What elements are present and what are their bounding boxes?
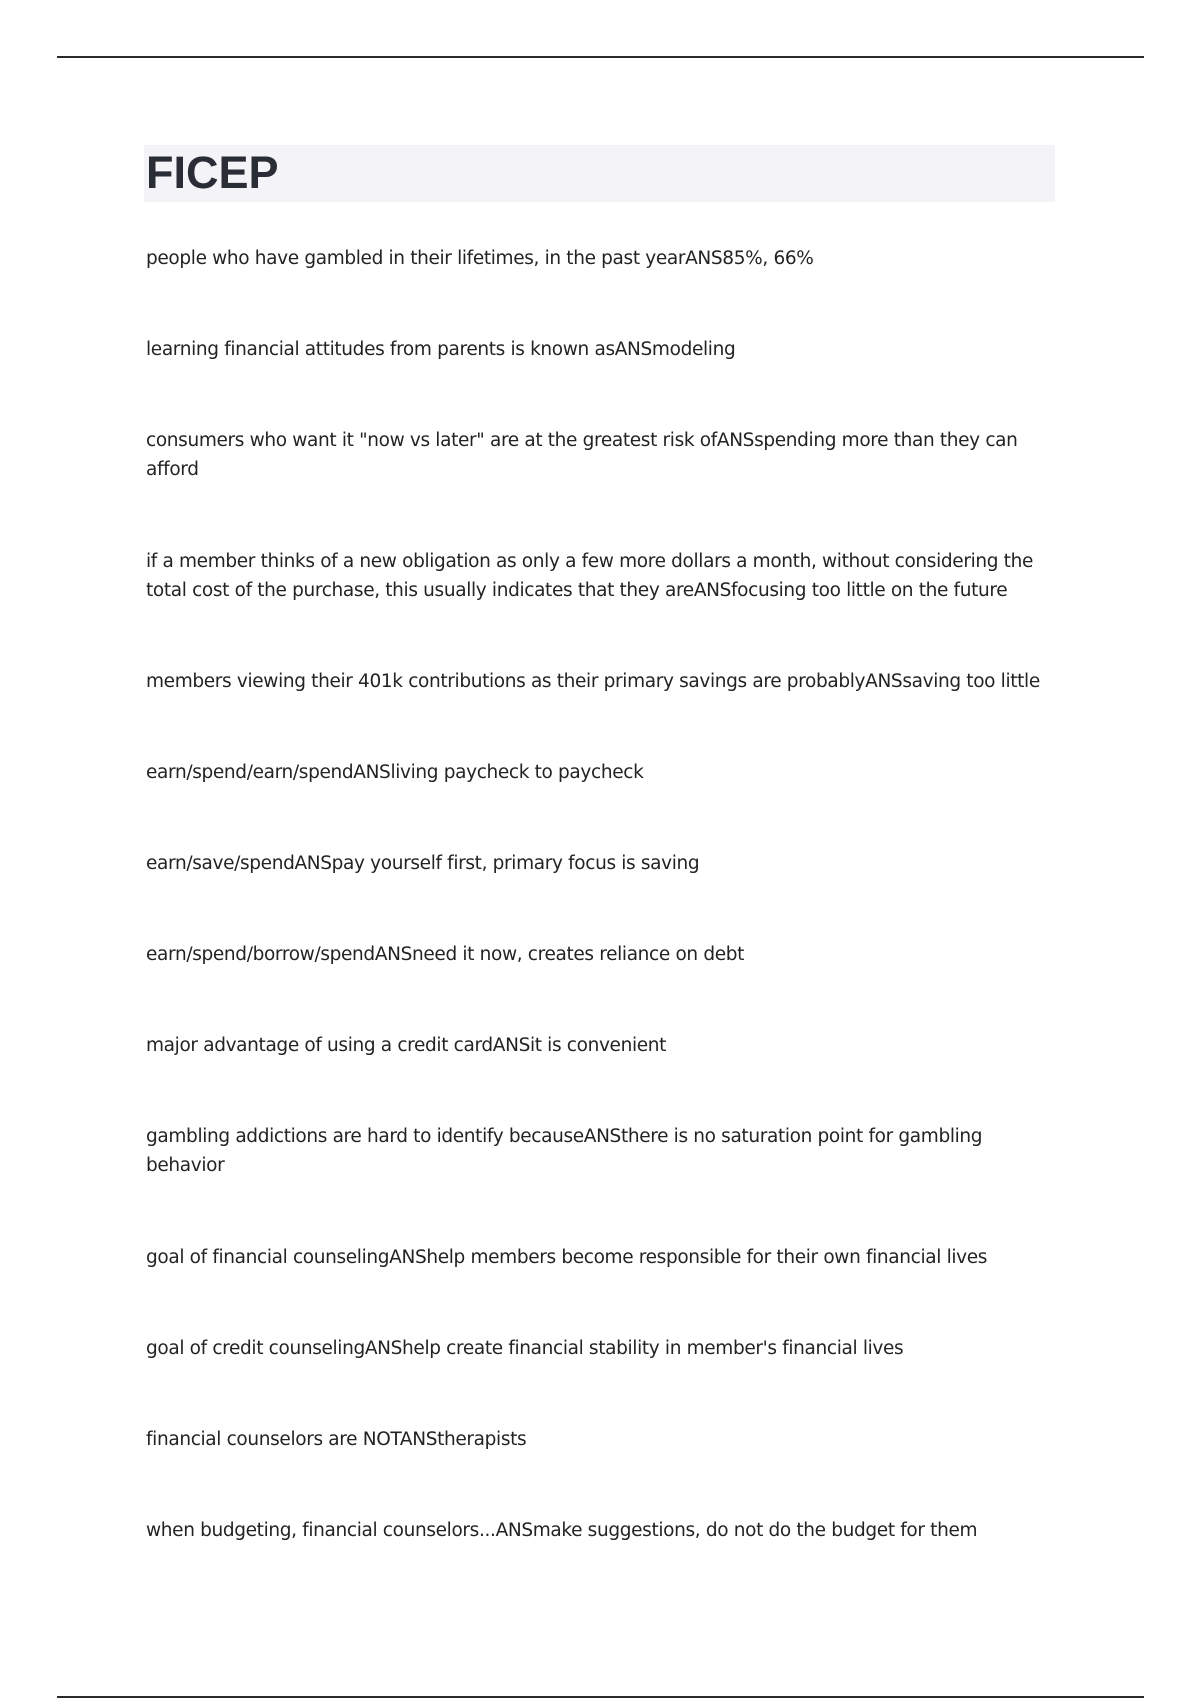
qa-entry-11: goal of financial counselingANShelp members become responsible for their own financial lives [146,1247,988,1268]
title-background [144,145,1055,202]
qa-entry-12: goal of credit counselingANShelp create financial stability in member's financial lives [146,1338,904,1359]
qa-entry-13: financial counselors are NOTANStherapists [146,1429,527,1450]
top-divider [57,56,1144,58]
qa-entry-14: when budgeting, financial counselors...ANSmake suggestions, do not do the budget for them [146,1520,978,1541]
qa-entry-3: consumers who want it "now vs later" are at the greatest risk ofANSspending more than they can afford [146,430,1018,480]
bottom-divider [57,1696,1144,1698]
qa-entry-5: members viewing their 401k contributions as their primary savings are probablyANSsaving too little [146,671,1040,692]
qa-entry-1: people who have gambled in their lifetimes, in the past yearANS85%, 66% [146,248,814,269]
qa-entry-2: learning financial attitudes from parents is known asANSmodeling [146,339,736,360]
qa-entry-8: earn/spend/borrow/spendANSneed it now, creates reliance on debt [146,944,745,965]
document-title: FICEP [146,147,279,198]
qa-entry-6: earn/spend/earn/spendANSliving paycheck to paycheck [146,762,644,783]
qa-entry-9: major advantage of using a credit cardANSit is convenient [146,1035,667,1056]
qa-entry-4: if a member thinks of a new obligation as only a few more dollars a month, without considering the total cost of the purchase, this usually indicates that they areANSfocusing too little on the future [146,551,1033,601]
qa-entry-10: gambling addictions are hard to identify becauseANSthere is no saturation point for gambling behavior [146,1126,983,1176]
qa-entry-7: earn/save/spendANSpay yourself first, primary focus is saving [146,853,700,874]
